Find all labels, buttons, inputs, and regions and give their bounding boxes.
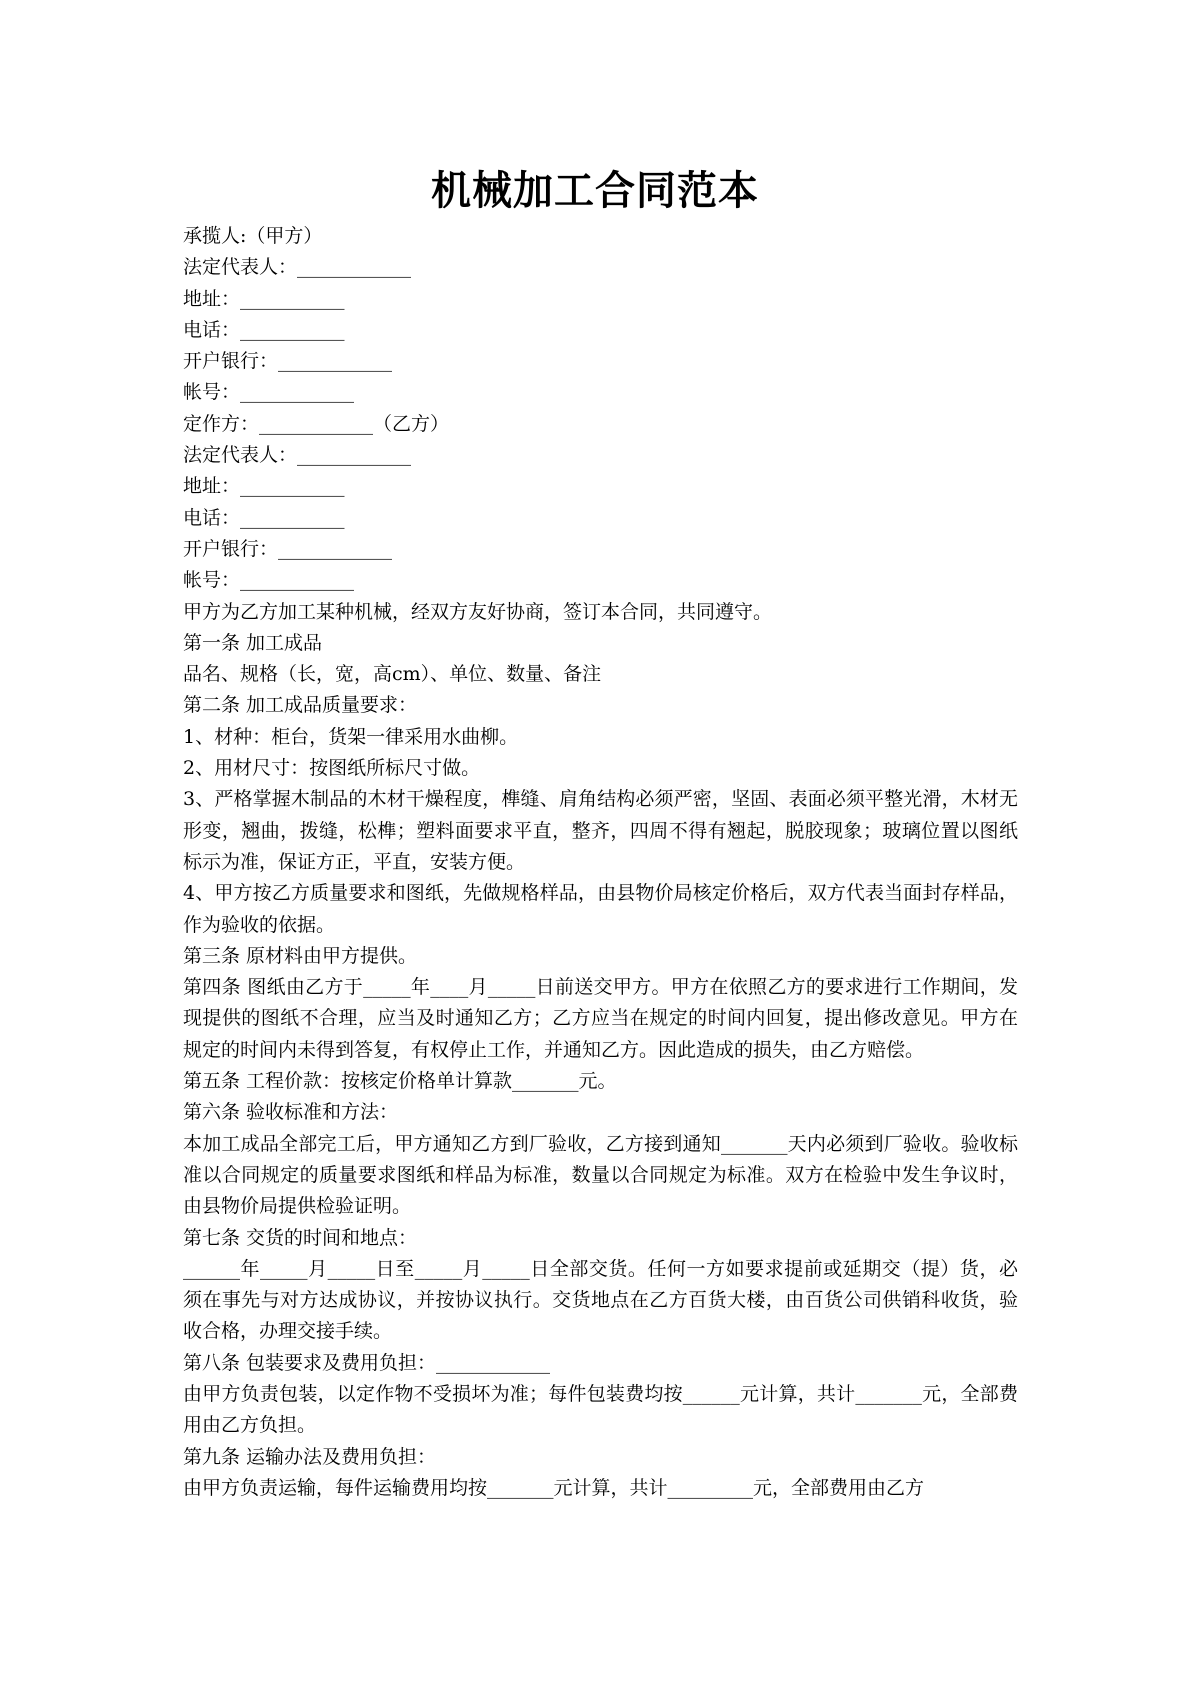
contract-paragraph: 第四条 图纸由乙方于_____年____月_____日前送交甲方。甲方在依照乙方的要求进行工作期间，发现提供的图纸不合理，应当及时通知乙方；乙方应当在规定的时间内回复，提出修改意见。甲方在规定的时间内未得到答复，有权停止工作，并通知乙方。因此造成的损失，由乙方赔偿。	[183, 976, 1018, 1061]
contract-paragraph: 本加工成品全部完工后，甲方通知乙方到厂验收，乙方接到通知_______天内必须到厂验收。验收标准以合同规定的质量要求图纸和样品为标准，数量以合同规定为标准。双方在检验中发生争议时，由县物价局提供检验证明。	[183, 1132, 1018, 1218]
contract-paragraph: 第六条 验收标准和方法：	[183, 1101, 399, 1124]
contract-paragraph: ______年_____月_____日至_____月_____日全部交货。任何一方如要求提前或延期交（提）货，必须在事先与对方达成协议，并按协议执行。交货地点在乙方百货大楼，由百货公司供销科收货，验收合格，办理交接手续。	[183, 1257, 1018, 1343]
contract-paragraph: 品名、规格（长，宽，高cm）、单位、数量、备注	[183, 663, 602, 686]
contract-paragraph: 承揽人:（甲方）	[183, 225, 323, 247]
contract-paragraph: 第五条 工程价款：按核定价格单计算款_______元。	[183, 1070, 617, 1093]
contract-paragraph: 电话：___________	[183, 318, 345, 341]
contract-paragraph: 地址：___________	[183, 475, 345, 498]
contract-paragraph: 由甲方负责运输，每件运输费用均按_______元计算，共计_________元，全部费用由乙方	[183, 1476, 925, 1499]
contract-paragraph: 开户银行：____________	[183, 350, 393, 373]
contract-paragraph: 帐号：____________	[183, 381, 355, 404]
contract-paragraph: 第八条 包装要求及费用负担：____________	[183, 1351, 551, 1374]
contract-paragraph: 法定代表人：____________	[183, 444, 412, 467]
contract-paragraph: 法定代表人：____________	[183, 256, 412, 279]
contract-paragraph: 地址：___________	[183, 287, 345, 310]
contract-paragraph: 第九条 运输办法及费用负担：	[183, 1445, 437, 1468]
contract-paragraph: 定作方：____________（乙方）	[183, 412, 450, 435]
contract-paragraph: 第三条 原材料由甲方提供。	[183, 944, 418, 967]
contract-paragraph: 第二条 加工成品质量要求：	[183, 694, 418, 717]
contract-paragraph: 第七条 交货的时间和地点：	[183, 1226, 418, 1249]
contract-paragraph: 电话：___________	[183, 506, 345, 529]
contract-paragraph: 甲方为乙方加工某种机械，经双方友好协商，签订本合同，共同遵守。	[183, 600, 773, 623]
document-body	[183, 221, 1018, 1504]
contract-paragraph: 第一条 加工成品	[183, 631, 323, 654]
document-title: 机械加工合同范本	[431, 167, 759, 214]
contract-paragraph: 2、用材尺寸：按图纸所标尺寸做。	[183, 757, 481, 780]
contract-paragraph: 由甲方负责包装，以定作物不受损坏为准；每件包装费均按______元计算，共计_______元，全部费用由乙方负担。	[183, 1382, 1018, 1437]
contract-paragraph: 1、材种：柜台，货架一律采用水曲柳。	[183, 725, 519, 748]
contract-paragraph: 帐号：____________	[183, 569, 355, 592]
contract-paragraph: 4、甲方按乙方质量要求和图纸，先做规格样品，由县物价局核定价格后，双方代表当面封存样品，作为验收的依据。	[183, 882, 1018, 936]
contract-paragraph: 开户银行：____________	[183, 537, 393, 560]
contract-paragraph: 3、严格掌握木制品的木材干燥程度，榫缝、肩角结构必须严密，坚固、表面必须平整光滑，木材无形变，翘曲，拨缝，松榫；塑料面要求平直，整齐，四周不得有翘起，脱胶现象；玻璃位置以图纸标示为准，保证方正，平直，安装方便。	[183, 788, 1018, 873]
